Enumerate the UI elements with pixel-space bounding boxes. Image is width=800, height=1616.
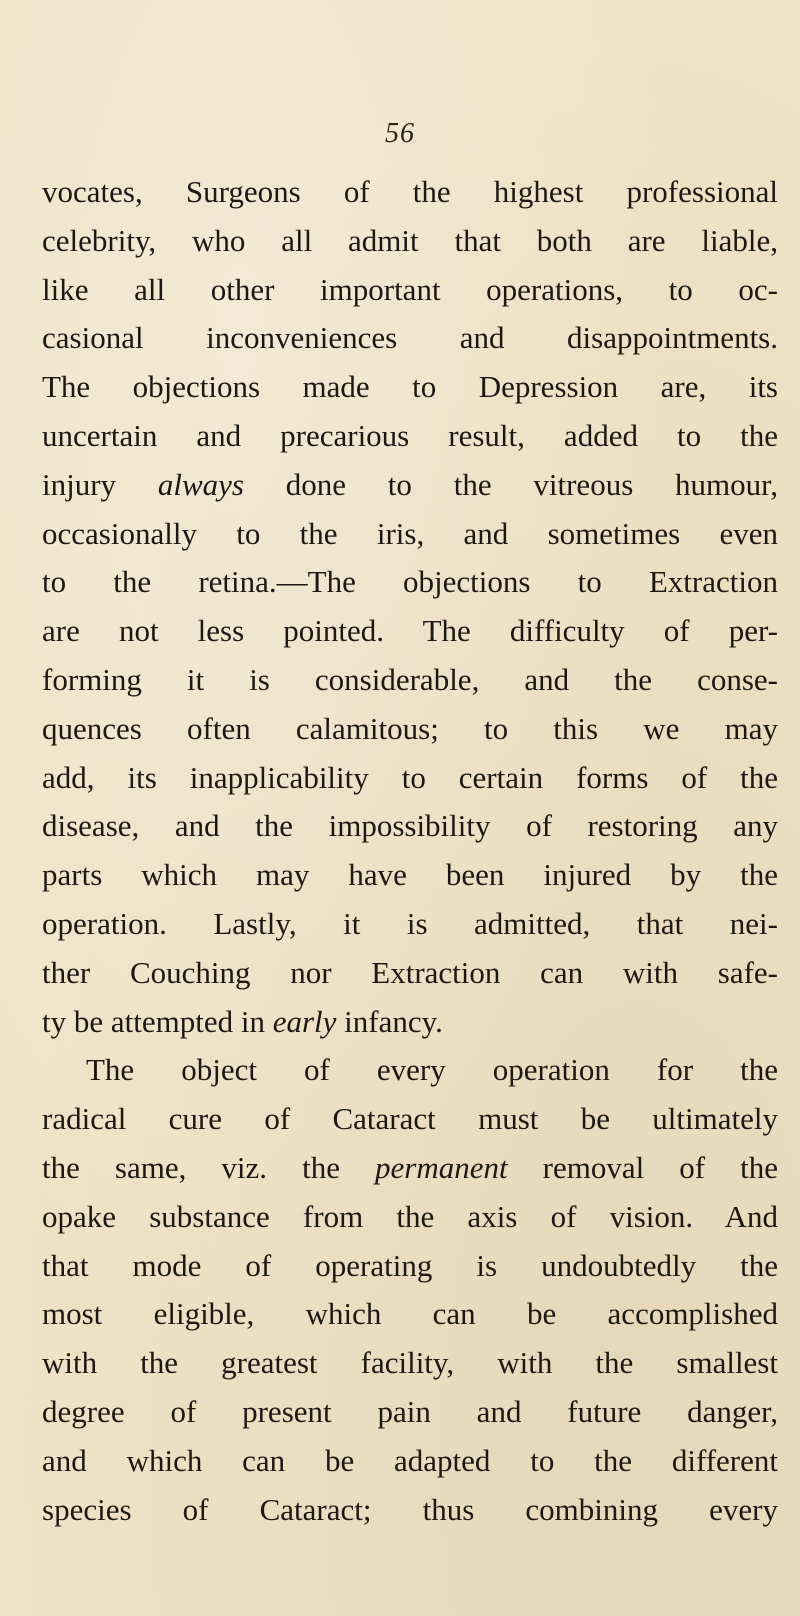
italic-word: permanent [375, 1149, 508, 1185]
text-line: ther Couching nor Extraction can with safe- [42, 954, 778, 990]
text-line: degree of present pain and future danger, [42, 1393, 778, 1429]
text-segment: injury [42, 466, 158, 502]
text-line: quences often calamitous; to this we may [42, 710, 778, 746]
text-line: that mode of operating is undoubtedly the [42, 1247, 778, 1283]
text-segment: done to the vitreous humour, [243, 466, 778, 502]
text-line: occasionally to the iris, and sometimes even [42, 515, 778, 551]
text-line: operation. Lastly, it is admitted, that nei- [42, 905, 778, 941]
text-line: like all other important operations, to oc- [42, 271, 778, 307]
text-segment: ty be attempted in [42, 1003, 273, 1039]
text-line: and which can be adapted to the different [42, 1442, 778, 1478]
text-line: to the retina.—The objections to Extraction [42, 564, 778, 600]
text-line: opake substance from the axis of vision. And [42, 1198, 778, 1234]
text-line: The object of every operation for the [86, 1052, 778, 1088]
text-line: with the greatest facility, with the smallest [42, 1345, 778, 1381]
text-line: radical cure of Cataract must be ultimately [42, 1101, 778, 1137]
text-line: species of Cataract; thus combining every [42, 1491, 778, 1527]
text-line [42, 461, 778, 510]
text-line: forming it is considerable, and the conse- [42, 661, 778, 697]
text-line [42, 1144, 778, 1193]
text-line [42, 998, 778, 1047]
page-number: 56 [385, 118, 415, 149]
text-segment: infancy. [336, 1003, 443, 1039]
text-line: casional inconveniences and disappointments. [42, 320, 778, 356]
text-line: are not less pointed. The difficulty of per- [42, 613, 778, 649]
text-line: add, its inapplicability to certain forms of the [42, 759, 778, 795]
text-line: celebrity, who all admit that both are liable, [42, 222, 778, 258]
italic-word: always [157, 466, 244, 502]
text-line: The objections made to Depression are, its [42, 369, 778, 405]
text-line: vocates, Surgeons of the highest professional [42, 174, 778, 209]
text-line: parts which may have been injured by the [42, 857, 778, 893]
text-line: most eligible, which can be accomplished [42, 1296, 778, 1332]
text-line: disease, and the impossibility of restoring any [42, 808, 778, 844]
text-line: uncertain and precarious result, added to the [42, 417, 778, 453]
text-segment: the same, viz. the [42, 1149, 375, 1185]
text-segment: removal of the [507, 1149, 778, 1185]
italic-word: early [272, 1003, 337, 1039]
body-text [42, 168, 778, 1534]
